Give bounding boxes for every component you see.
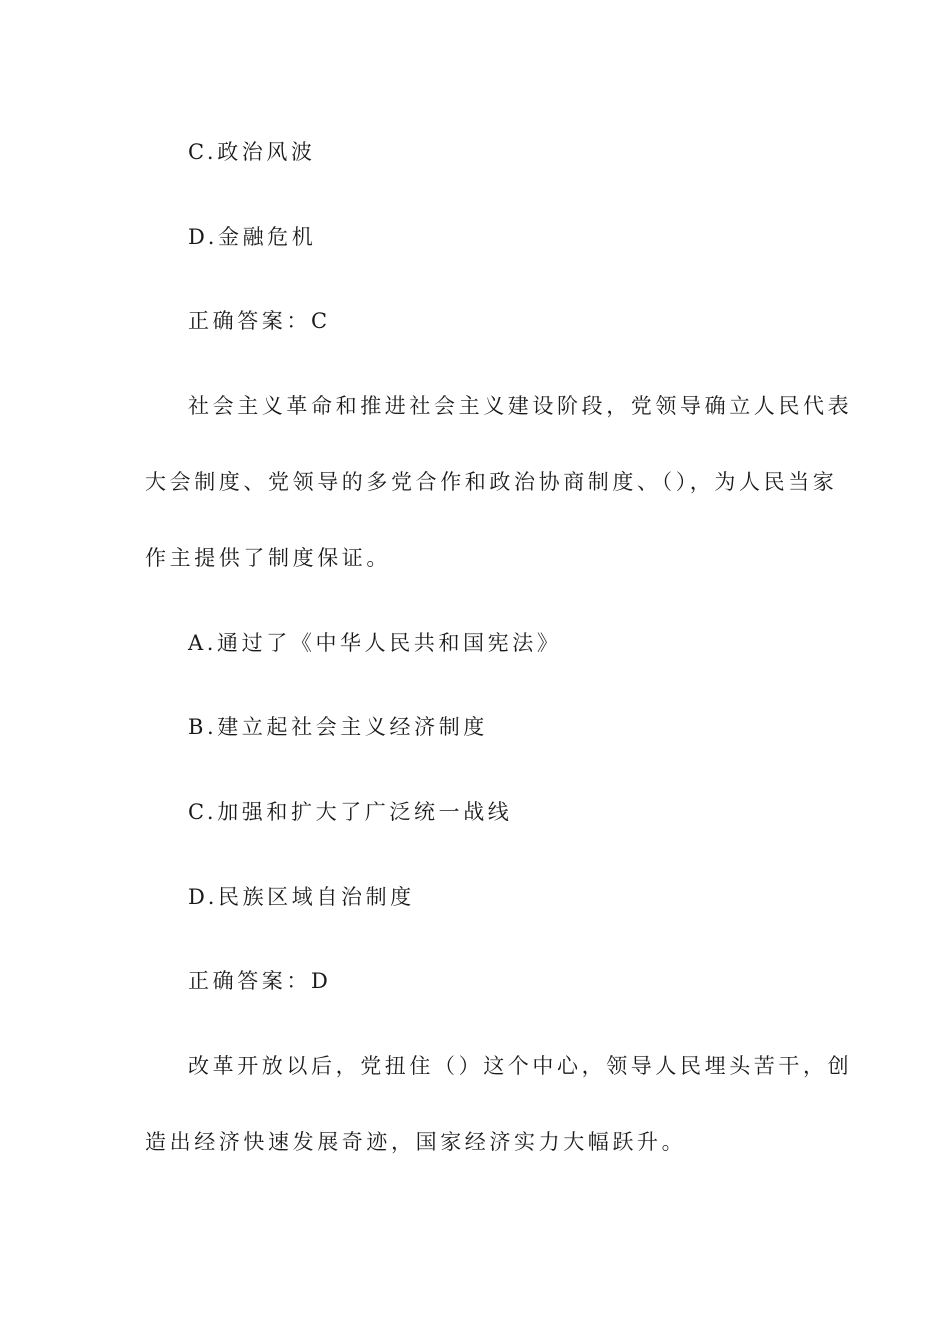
option-d-financial-crisis: D.金融危机 [188, 225, 317, 249]
option-b-economic-system: B.建立起社会主义经济制度 [188, 715, 488, 739]
question-2-line-2: 大会制度、党领导的多党合作和政治协商制度、（），为人民当家 [145, 470, 838, 494]
question-2-line-1: 社会主义革命和推进社会主义建设阶段，党领导确立人民代表 [188, 394, 853, 418]
option-c-political-turmoil: C.政治风波 [188, 140, 316, 164]
option-a-constitution: A.通过了《中华人民共和国宪法》 [188, 631, 562, 655]
question-3-line-1: 改革开放以后，党扭住（）这个中心，领导人民埋头苦干，创 [188, 1054, 853, 1078]
correct-answer-2: 正确答案：D [188, 969, 332, 993]
question-3-line-2: 造出经济快速发展奇迹，国家经济实力大幅跃升。 [145, 1130, 687, 1154]
option-c-united-front: C.加强和扩大了广泛统一战线 [188, 800, 513, 824]
correct-answer-1: 正确答案：C [188, 309, 331, 333]
question-2-line-3: 作主提供了制度保证。 [145, 546, 391, 570]
option-d-regional-autonomy: D.民族区域自治制度 [188, 885, 415, 909]
